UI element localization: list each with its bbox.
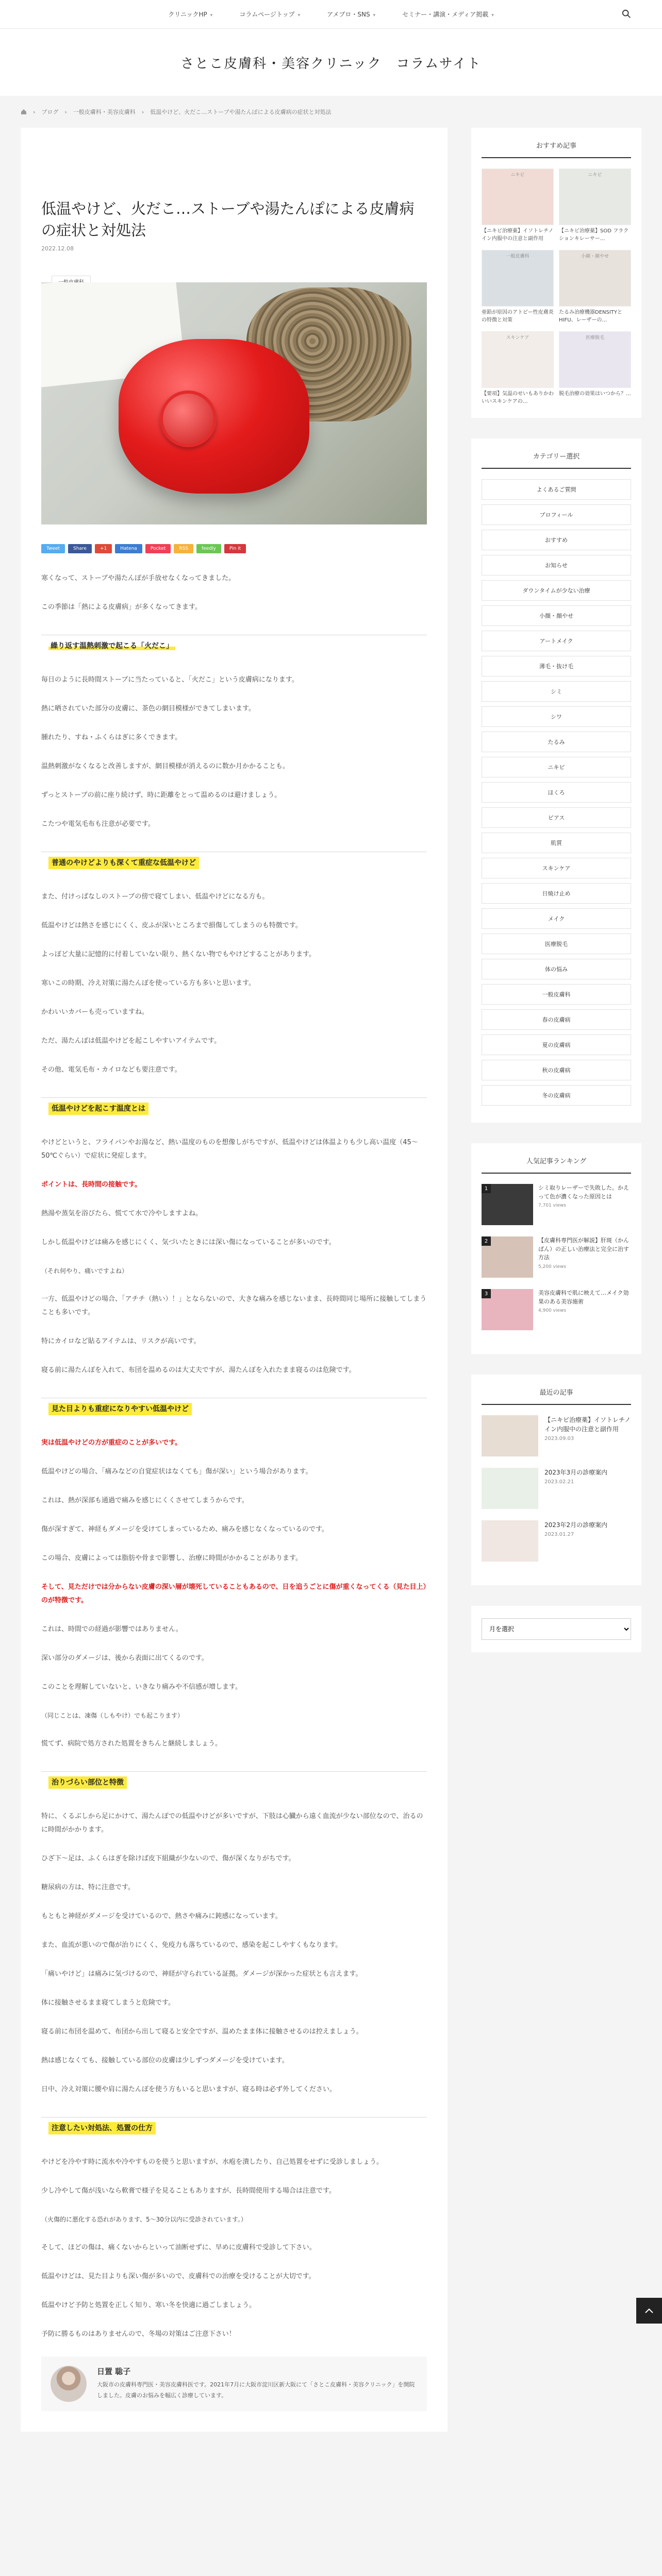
recommend-widget <box>471 128 641 418</box>
paragraph: 糖尿病の方は、特に注意です。 <box>41 1884 135 1892</box>
paragraph: そして、見ただけでは分からない皮膚の深い層が壊死していることもあるので、日を追うごとに傷が重くなってくる（見た目上）のが特徴です。 <box>41 1583 426 1605</box>
latest-widget <box>471 1375 641 1585</box>
paragraph: 寒いこの時期、冷え対策に湯たんぽを使っている方も多いと思います。 <box>41 979 255 988</box>
recommend-label: 【ニキビ治療薬】イソトレチノイン内服中の注意と副作用 <box>482 228 554 242</box>
category-link[interactable]: 日焼け止め <box>482 883 631 904</box>
paragraph: 熱湯や蒸気を浴びたら、慌てて水で冷やしますよね。 <box>41 1210 203 1218</box>
section-heading <box>41 1097 427 1118</box>
paragraph: かわいいカバーも売っていますね。 <box>41 1008 149 1016</box>
back-to-top-button[interactable] <box>636 2298 662 2324</box>
archive-select[interactable] <box>482 1618 631 1640</box>
paragraph: 一方、低温やけどの場合、「アチチ（熱い）！」とならないので、大きな痛みを感じないまま、長時間同じ場所に接触してしまうことも多いです。 <box>41 1295 427 1317</box>
hero-image <box>41 282 427 524</box>
latest-title: 2023年2月の診療案内 <box>544 1521 608 1529</box>
category-link[interactable]: 春の皮膚病 <box>482 1009 631 1030</box>
chevron-up-icon <box>645 2308 653 2313</box>
section-heading-text: 低温やけどを起こす温度とは <box>48 1103 148 1115</box>
paragraph: 日中、冷え対策に腰や肩に湯たんぽを使う方もいると思いますが、寝る時は必ず外してください。 <box>41 2086 337 2094</box>
category-link[interactable]: メイク <box>482 908 631 929</box>
top-nav-link[interactable]: コラムページトップ ▾ <box>226 10 313 19</box>
latest-thumb <box>482 1520 538 1562</box>
ranking-text <box>538 1236 631 1278</box>
paragraph: 体に接触させるまま寝てしまうと危険です。 <box>41 1999 175 2007</box>
recommend-item[interactable] <box>482 168 554 243</box>
latest-item[interactable] <box>482 1520 631 1562</box>
latest-list <box>482 1415 631 1562</box>
ranking-title: 人気記事ランキング <box>482 1156 631 1174</box>
paragraph: 腫れたり、すね・ふくらはぎに多くできます。 <box>41 734 181 742</box>
paragraph: その他、電気毛布・カイロなども要注意です。 <box>41 1066 181 1074</box>
recommend-label: 脱毛治療の効果はいつから？… <box>559 391 631 397</box>
ranking-views: 5,200 views <box>538 1264 567 1269</box>
latest-item[interactable] <box>482 1468 631 1509</box>
section-heading-text: 普通のやけどよりも深くて重症な低温やけど <box>48 857 199 869</box>
section-heading <box>41 635 427 656</box>
recommend-label: たるみ治療機器DENSITYとHIFU、レーザーの… <box>559 310 623 323</box>
recommend-tag: 医療脱毛 <box>585 335 604 341</box>
paragraph: これは、時間での経過が影響ではありません。 <box>41 1625 183 1634</box>
recommend-tag: ニキビ <box>510 173 525 178</box>
paragraph: よっぽど大量に記憶的に付着していない限り、熱くない物でもやけどすることがあります。 <box>41 951 316 959</box>
paragraph: この場合、皮膚によっては脂肪や骨まで影響し、治療に時間がかかることがあります。 <box>41 1554 302 1563</box>
category-link[interactable]: 小顔・顔やせ <box>482 605 631 626</box>
author-name: 日置 聡子 <box>97 2367 131 2377</box>
paragraph: 毎日のように長時間ストーブに当たっていると、「火だこ」という皮膚病になります。 <box>41 676 299 684</box>
ranking-title: シミ取りレーザーで失敗した。かえって色が濃くなった原因とは <box>538 1184 629 1200</box>
page-body <box>21 96 641 2432</box>
share-button[interactable]: Pin it <box>224 544 246 553</box>
section-heading <box>41 2117 427 2138</box>
breadcrumb-item[interactable]: 一般皮膚科・美容皮膚科 <box>73 109 136 115</box>
rank-number: 3 <box>482 1289 491 1298</box>
top-nav-link[interactable]: アメブロ・SNS ▾ <box>313 10 389 19</box>
paragraph: このことを理解していないと、いきなり痛みや不信感が増します。 <box>41 1683 242 1691</box>
recommend-item[interactable] <box>482 331 554 405</box>
post-title: 低温やけど、火だこ…ストーブや湯たんぽによる皮膚病の症状と対処法 <box>41 200 415 240</box>
paragraph: また、付けっぱなしのストーブの傍で寝てしまい、低温やけどになる方も。 <box>41 893 269 901</box>
top-nav-link[interactable]: クリニックHP ▾ <box>155 10 226 19</box>
share-button[interactable]: Hatena <box>115 544 142 553</box>
category-list <box>482 479 631 1106</box>
category-link[interactable]: 肌質 <box>482 833 631 853</box>
latest-text <box>544 1415 631 1456</box>
latest-text <box>544 1520 607 1562</box>
recommend-thumb <box>559 331 631 388</box>
category-link[interactable]: シワ <box>482 706 631 727</box>
recommend-list <box>482 168 631 405</box>
latest-thumb <box>482 1415 538 1456</box>
author-box <box>41 2357 427 2411</box>
breadcrumb-sep: › <box>64 108 67 115</box>
category-link[interactable]: 秋の皮膚病 <box>482 1060 631 1080</box>
paragraph: こたつや電気毛布も注意が必要です。 <box>41 820 155 828</box>
latest-item[interactable] <box>482 1415 631 1456</box>
paragraph: 慌てず、病院で処方された処置をきちんと継続しましょう。 <box>41 1740 222 1748</box>
top-nav-link[interactable]: セミナー・講演・メディア掲載 ▾ <box>389 10 507 19</box>
category-link[interactable]: スキンケア <box>482 858 631 878</box>
article-body <box>41 572 427 2341</box>
recommend-thumb <box>482 168 554 225</box>
category-link[interactable]: ピアス <box>482 807 631 828</box>
paragraph: 実は低温やけどの方が重症のことが多いです。 <box>41 1439 181 1447</box>
share-button[interactable]: RSS <box>174 544 193 553</box>
ranking-widget <box>471 1143 641 1354</box>
paragraph: もともと神経がダメージを受けているので、熱さや痛みに鈍感になっています。 <box>41 1912 282 1921</box>
paragraph: 予防に勝るものはありませんので、冬場の対策はご注意下さい！ <box>41 2330 236 2338</box>
recommend-item[interactable] <box>559 250 631 324</box>
recommend-thumb <box>559 250 631 307</box>
paragraph: 寝る前に布団を温めて、布団から出して寝ると安全ですが、温めたまま体に接触させるのは控えましょう。 <box>41 2028 363 2036</box>
paragraph: 少し冷やして傷が浅いなら軟膏で様子を見ることもありますが、長時間使用する場合は注意です。 <box>41 2187 336 2195</box>
paragraph: ポイントは、長時間の接触です。 <box>41 1181 141 1189</box>
paragraph: 傷が深すぎて、神経もダメージを受けてしまっているため、痛みを感じなくなっているのです。 <box>41 1526 328 1534</box>
site-title[interactable]: さとこ皮膚科・美容クリニック コラムサイト <box>180 56 482 72</box>
paragraph: 低温やけどの場合、「痛みなどの自覚症状はなくても」傷が深い」という場合があります。 <box>41 1468 312 1476</box>
paragraph: しかし低温やけどは痛みを感じにくく、気づいたときには深い傷になっていることが多いのです。 <box>41 1239 336 1247</box>
paragraph: 特にカイロなど貼るアイテムは、リスクが高いです。 <box>41 1337 201 1346</box>
ranking-item[interactable] <box>482 1236 631 1278</box>
breadcrumb-item[interactable]: ブログ <box>41 109 59 115</box>
recommend-label: 【ニキビ治療薬】SOD フラクションキレーサー… <box>559 228 629 242</box>
latest-thumb <box>482 1468 538 1509</box>
paragraph: 特に、くるぶしから足にかけて、湯たんぽでの低温やけどが多いですが、下肢は心臓から遠く血流が少ない部位なので、治るのに時間がかかります。 <box>41 1812 423 1834</box>
paragraph: そして、ほどの傷は、痛くないからといって油断せずに、早めに皮膚科で受診して下さい。 <box>41 2244 316 2252</box>
ranking-text <box>538 1184 631 1225</box>
section-heading-text: 見た目よりも重症になりやすい低温やけど <box>48 1403 192 1415</box>
category-link[interactable]: よくあるご質問 <box>482 479 631 500</box>
latest-title: 最近の記事 <box>482 1387 631 1405</box>
post-date: 2022.12.08 <box>41 245 74 252</box>
section-heading-text: 注意したい対処法、処置の仕方 <box>48 2122 156 2134</box>
rank-number: 1 <box>482 1184 491 1193</box>
section-heading-text: 治りづらい部位と特徴 <box>48 1776 127 1789</box>
recommend-thumb <box>482 331 554 388</box>
category-title: カテゴリー選択 <box>482 451 631 469</box>
share-button[interactable]: Tweet <box>41 544 65 553</box>
recommend-tag: 小顔・顔やせ <box>581 254 609 259</box>
recommend-tag: 一般皮膚科 <box>506 254 529 259</box>
category-link[interactable]: プロフィール <box>482 504 631 525</box>
breadcrumb-sep: › <box>141 108 144 115</box>
paragraph: 低温やけどは、見た目よりも深い傷が多いので、皮膚科での治療を受けることが大切です。 <box>41 2273 316 2281</box>
paragraph: やけどを冷やす時に流水や冷やすものを使うと思いますが、水疱を潰したり、自己処置をせずに受診しましょう。 <box>41 2158 384 2166</box>
category-link[interactable]: 医療脱毛 <box>482 934 631 954</box>
paragraph: （それ何やり、痛いですよね） <box>41 1267 128 1275</box>
home-icon[interactable] <box>21 109 27 115</box>
category-link[interactable]: ほくろ <box>482 782 631 803</box>
category-link[interactable]: 体の悩み <box>482 959 631 979</box>
recommend-item[interactable] <box>559 168 631 243</box>
recommend-label: 亜鉛が原因のアトピー性皮膚炎の特徴と対策 <box>482 310 554 323</box>
recommend-tag: ニキビ <box>588 173 602 178</box>
paragraph: ひざ下〜足は、ふくらはぎを除けば皮下組織が少ないので、傷が深くなりがちです。 <box>41 1855 295 1863</box>
share-button[interactable]: feedly <box>196 544 221 553</box>
ranking-list <box>482 1184 631 1330</box>
paragraph: 温熱刺激がなくなると改善しますが、網目模様が消えるのに数か月かかることも。 <box>41 762 290 771</box>
paragraph: 低温やけどは熱さを感じにくく、皮ふが深いところまで損傷してしまうのも特徴です。 <box>41 922 302 930</box>
paragraph: 寒くなって、ストーブや湯たんぽが手放せなくなってきました。 <box>41 574 236 583</box>
paragraph: 深い部分のダメージは、後から表面に出てくるのです。 <box>41 1654 208 1663</box>
paragraph: 熱に晒されていた部分の皮膚に、茶色の網目模様ができてしまいます。 <box>41 705 255 713</box>
ranking-views: 7,701 views <box>538 1203 567 1208</box>
paragraph: （火傷的に悪化する恐れがあります、5〜30分以内に受診されています。） <box>41 2216 247 2224</box>
breadcrumb-sep: › <box>33 108 36 115</box>
section-heading-text: 繰り返す温熱刺激で起こる「火だこ」 <box>48 642 175 650</box>
recommend-tag: スキンケア <box>506 335 529 341</box>
paragraph: （同じことは、凍傷（しもやけ）でも起こります） <box>41 1712 184 1720</box>
category-link[interactable]: お知らせ <box>482 555 631 575</box>
category-link[interactable]: 薄毛・抜け毛 <box>482 656 631 676</box>
article <box>21 128 448 2411</box>
paragraph: この季節は「熱による皮膚病」が多くなってきます。 <box>41 603 202 612</box>
category-link[interactable]: シミ <box>482 681 631 702</box>
paragraph: ずっとストーブの前に座り続けず、時に距離をとって温めるのは避けましょう。 <box>41 791 282 800</box>
category-link[interactable]: アートメイク <box>482 631 631 651</box>
ranking-title: 美容皮膚科で肌に映えて…メイク効果のある美容施術 <box>538 1290 629 1305</box>
rank-number: 2 <box>482 1236 491 1246</box>
ranking-item[interactable] <box>482 1184 631 1225</box>
latest-date: 2023.09.03 <box>544 1436 574 1442</box>
author-desc: 大阪市の皮膚科専門医・美容皮膚科医です。2021年7月に大阪市淀川区新大阪にて「さとこ皮膚科・美容クリニック」を開院しました。皮膚のお悩みを幅広く診療しています。 <box>97 2381 415 2399</box>
share-button[interactable]: Share <box>68 544 92 553</box>
recommend-thumb <box>482 250 554 307</box>
paragraph: 熱は感じなくても、接触している部位の皮膚は少しずつダメージを受けています。 <box>41 2057 289 2065</box>
author-avatar <box>51 2366 87 2402</box>
recommend-item[interactable] <box>482 250 554 324</box>
paragraph: 「痛いやけど」は痛みに気づけるので、神経が守られている証拠。ダメージが深かった症状とも言えます。 <box>41 1970 362 1978</box>
paragraph: 寝る前に湯たんぽを入れて、布団を温めるのは大丈夫ですが、湯たんぽを入れたまま寝るのは危険です。 <box>41 1366 356 1375</box>
archive-widget <box>471 1606 641 1652</box>
paragraph: これは、熱が深部も通過で痛みを感じにくくさせてしまうからです。 <box>41 1497 249 1505</box>
site-header <box>0 29 662 96</box>
category-link[interactable]: 一般皮膚科 <box>482 984 631 1005</box>
category-widget <box>471 438 641 1123</box>
recommend-thumb <box>559 168 631 225</box>
latest-text <box>544 1468 607 1509</box>
top-nav <box>155 10 507 19</box>
ranking-views: 4,900 views <box>538 1308 567 1313</box>
search-icon[interactable] <box>622 9 631 19</box>
paragraph: また、血流が悪いので傷が治りにくく、免疫力も落ちているので、感染を起こしやすくもなります。 <box>41 1941 342 1950</box>
top-nav-bar <box>0 0 662 29</box>
ranking-item[interactable] <box>482 1289 631 1330</box>
paragraph: ただ、湯たんぽは低温やけどを起こしやすいアイテムです。 <box>41 1037 221 1045</box>
share-buttons <box>41 544 427 553</box>
latest-title: 【ニキビ治療薬】イソトレチノイン内服中の注意と副作用 <box>544 1416 631 1433</box>
latest-title: 2023年3月の診療案内 <box>544 1469 608 1476</box>
recommend-item[interactable] <box>559 331 631 405</box>
recommend-label: 【要項】気温のせいもありかわいいスキンケアの… <box>482 391 554 404</box>
latest-date: 2023.02.21 <box>544 1479 574 1485</box>
category-link[interactable]: ニキビ <box>482 757 631 777</box>
recommend-title: おすすめ記事 <box>482 140 631 158</box>
bottle-cap-shape <box>160 391 217 447</box>
ranking-text <box>538 1289 631 1330</box>
main-column <box>21 128 448 2432</box>
category-link[interactable]: 冬の皮膚病 <box>482 1085 631 1106</box>
section-heading <box>41 1398 427 1419</box>
category-link[interactable]: たるみ <box>482 732 631 752</box>
breadcrumb-item: 低温やけど、火だこ…ストーブや湯たんぽによる皮膚病の症状と対処法 <box>150 109 332 115</box>
category-link[interactable]: おすすめ <box>482 530 631 550</box>
ranking-title: 【皮膚科専門医が解説】肝斑（かんぱん）の正しい治療法と完全に治す方法 <box>538 1237 629 1261</box>
share-button[interactable]: +1 <box>95 544 112 553</box>
category-link[interactable]: ダウンタイムが少ない治療 <box>482 580 631 601</box>
sidebar <box>471 128 641 2432</box>
paragraph: 低温やけど予防と処置を正しく知り、寒い冬を快適に過ごしましょう。 <box>41 2301 256 2310</box>
category-link[interactable]: 夏の皮膚病 <box>482 1035 631 1055</box>
breadcrumb <box>21 101 641 123</box>
paragraph: やけどというと、フライパンやお湯など、熱い温度のものを想像しがちですが、低温やけどは体温よりも少し高い温度（45〜50℃ぐらい）で症状に発症します。 <box>41 1139 418 1160</box>
latest-date: 2023.01.27 <box>544 1532 574 1537</box>
section-heading <box>41 852 427 873</box>
share-button[interactable]: Pocket <box>145 544 171 553</box>
section-heading <box>41 1771 427 1792</box>
